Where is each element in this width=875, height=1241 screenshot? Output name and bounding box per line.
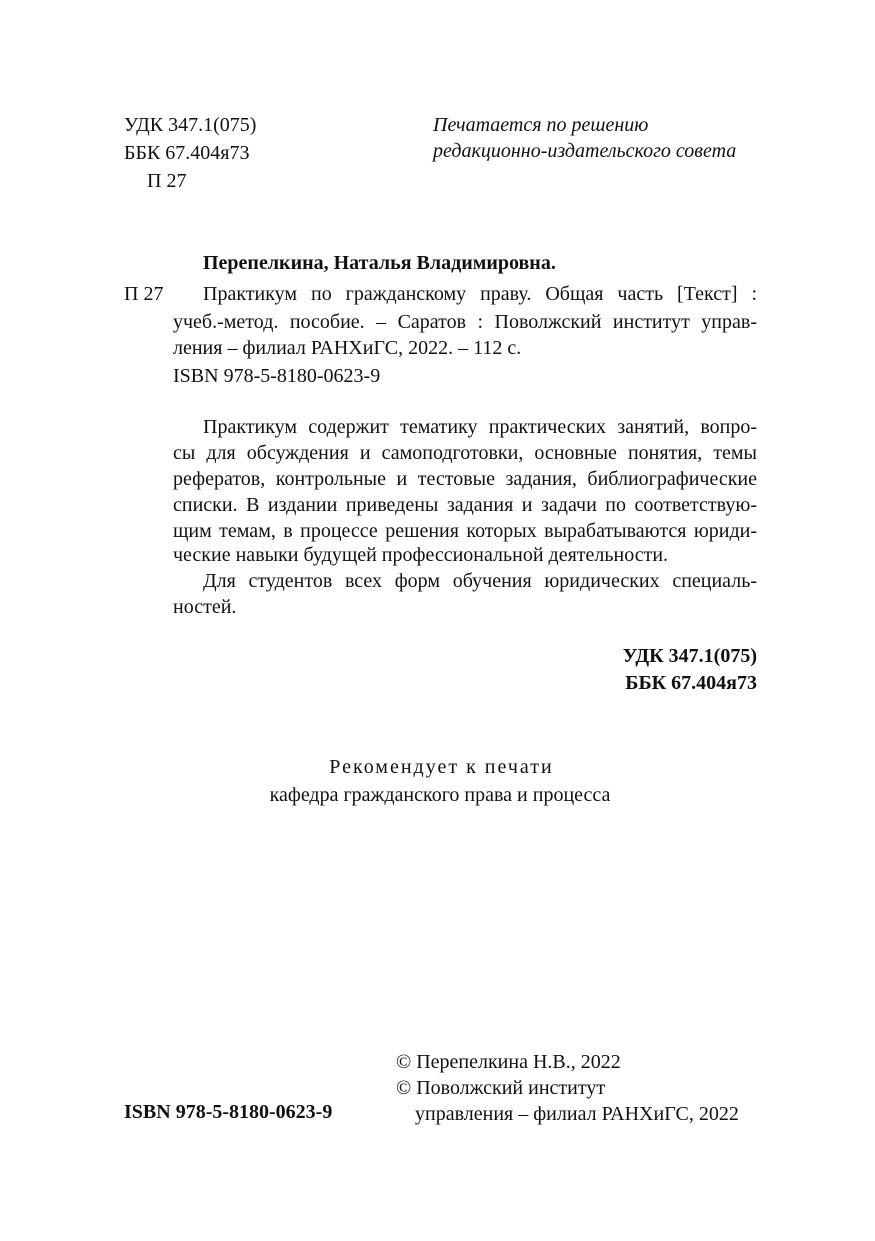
udk-code: УДК 347.1(075) [124, 114, 257, 136]
annotation-audience-line-1: Для студентов всех форм обучения юридических специаль- [203, 570, 757, 592]
publish-note-line-1: Печатается по решению [433, 114, 649, 136]
author-mark: П 27 [147, 170, 187, 192]
annotation-line-1: Практикум содержит тематику практических занятий, вопро- [203, 416, 757, 438]
annotation-line-5: щим темам, в процессе решения которых вырабатываются юриди- [173, 520, 757, 542]
recommendation-line-2: кафедра гражданского права и процесса [269, 784, 611, 806]
footer-isbn: ISBN 978-5-8180-0623-9 [124, 1101, 333, 1123]
codes-bbk: ББК 67.404я73 [625, 672, 757, 694]
catalog-mark: П 27 [124, 283, 164, 305]
annotation-line-4: списки. В издании приведены задания и задачи по соответствую- [173, 494, 757, 516]
catalog-isbn: ISBN 978-5-8180-0623-9 [173, 365, 381, 387]
annotation-line-2: сы для обсуждения и самоподготовки, основные понятия, темы [173, 442, 757, 464]
catalog-line-3: ления – филиал РАНХиГС, 2022. – 112 с. [173, 337, 522, 359]
copyright-author: © Перепелкина Н.В., 2022 [396, 1051, 621, 1073]
codes-udk: УДК 347.1(075) [622, 645, 757, 667]
catalog-line-2: учеб.-метод. пособие. – Саратов : Поволжский институт управ- [173, 311, 757, 333]
annotation-line-6: ческие навыки будущей профессиональной деятельности. [173, 544, 669, 566]
catalog-line-1: Практикум по гражданскому праву. Общая часть [Текст] : [203, 283, 757, 305]
copyright-institute-line-1: © Поволжский институт [396, 1077, 606, 1099]
bbk-code: ББК 67.404я73 [124, 142, 250, 164]
copyright-institute-line-2: управления – филиал РАНХиГС, 2022 [415, 1103, 739, 1125]
annotation-audience-line-2: ностей. [173, 596, 237, 618]
recommendation-line-1: Рекомендует к печати [329, 756, 554, 778]
annotation-line-3: рефератов, контрольные и тестовые задания, библиографические [173, 468, 757, 490]
catalog-author: Перепелкина, Наталья Владимировна. [203, 252, 556, 274]
publish-note-line-2: редакционно-издательского совета [433, 140, 737, 162]
